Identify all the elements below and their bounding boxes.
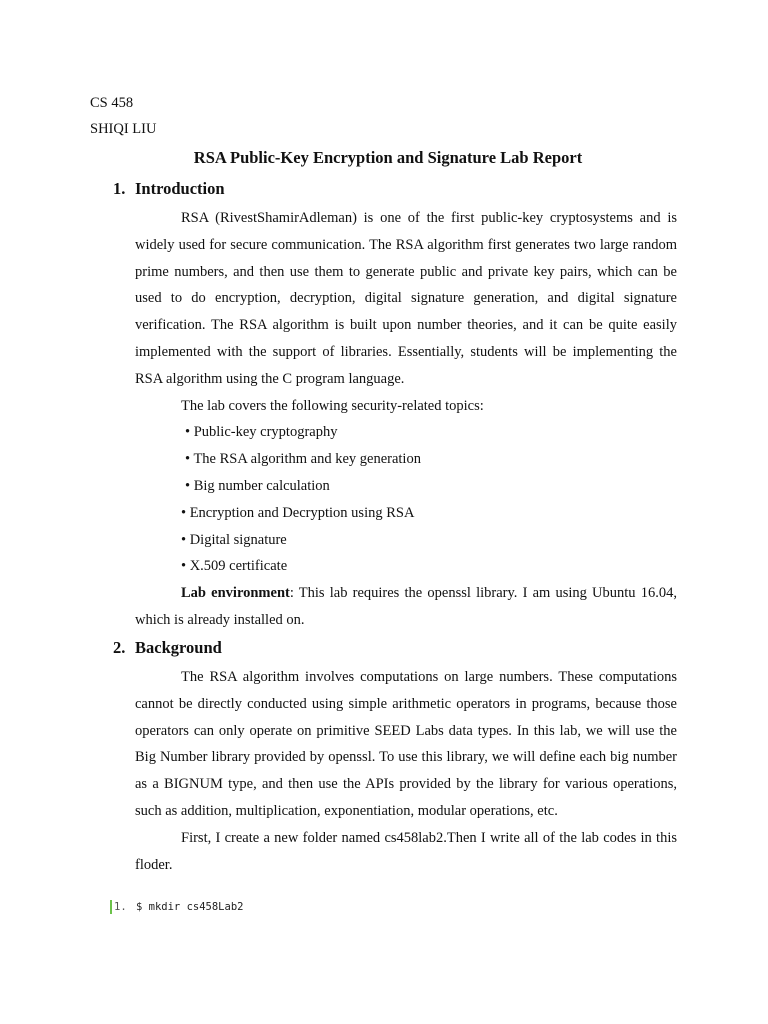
topics-list: [135, 419, 677, 580]
lab-environment-paragraph: [135, 580, 677, 634]
report-title: RSA Public-Key Encryption and Signature Lab Report: [193, 148, 583, 167]
topics-intro-paragraph: The lab covers the following security-related topics:: [181, 397, 484, 414]
introduction-body: [135, 205, 677, 634]
intro-paragraph: RSA (RivestShamirAdleman) is one of the first public-key cryptosystems and is widely used for secure communication. The RSA algorithm first generates two large random prime numbers, and then use them to generate public and private key pairs, which can be used to do encryption, decryption, digital signature generation, and digital signature verification. The RSA algorithm is built upon number theories, and it can be quite easily implemented with the support of libraries. Essentially, students will be implementing the RSA algorithm using the C program language.: [135, 210, 677, 387]
background-paragraph: The RSA algorithm involves computations on large numbers. These computations cannot be directly conducted using simple arithmetic operators in programs, because those operators can only operate on primitive SEED Labs data types. In this lab, we will use the Big Number library provided by openssl. To use this library, we will define each big number as a BIGNUM type, and then use the APIs provided by the library for various operations, such as addition, multiplication, exponentiation, modular operations, etc.: [135, 669, 677, 819]
lab-environment-text: : This lab requires the openssl library. I am using Ubuntu 16.04, which is already installed on.: [135, 585, 677, 628]
section-title: Background: [135, 638, 222, 657]
code-line-marker: [110, 900, 112, 914]
course-label: CS 458: [90, 95, 134, 111]
lab-environment-label: Lab environment: [181, 585, 290, 602]
code-snippet: [110, 899, 243, 915]
list-item: • Digital signature: [181, 531, 287, 548]
list-item: • The RSA algorithm and key generation: [185, 451, 421, 468]
list-item: • Public-key cryptography: [185, 424, 338, 441]
folder-paragraph: First, I create a new folder named cs458lab2.Then I write all of the lab codes in this floder.: [135, 829, 677, 873]
list-item: • X.509 certificate: [181, 558, 288, 575]
list-item: • Big number calculation: [185, 477, 330, 494]
code-line-number: 1.: [114, 901, 127, 913]
section-number: 1.: [113, 179, 126, 198]
section-number: 2.: [113, 638, 126, 657]
list-item: • Encryption and Decryption using RSA: [181, 504, 415, 521]
background-body: [135, 664, 677, 878]
author-name: SHIQI LIU: [90, 121, 157, 137]
section-title: Introduction: [135, 179, 225, 198]
section-heading-background: [113, 638, 222, 658]
section-heading-introduction: [113, 179, 225, 199]
code-command: $ mkdir cs458Lab2: [136, 901, 244, 913]
